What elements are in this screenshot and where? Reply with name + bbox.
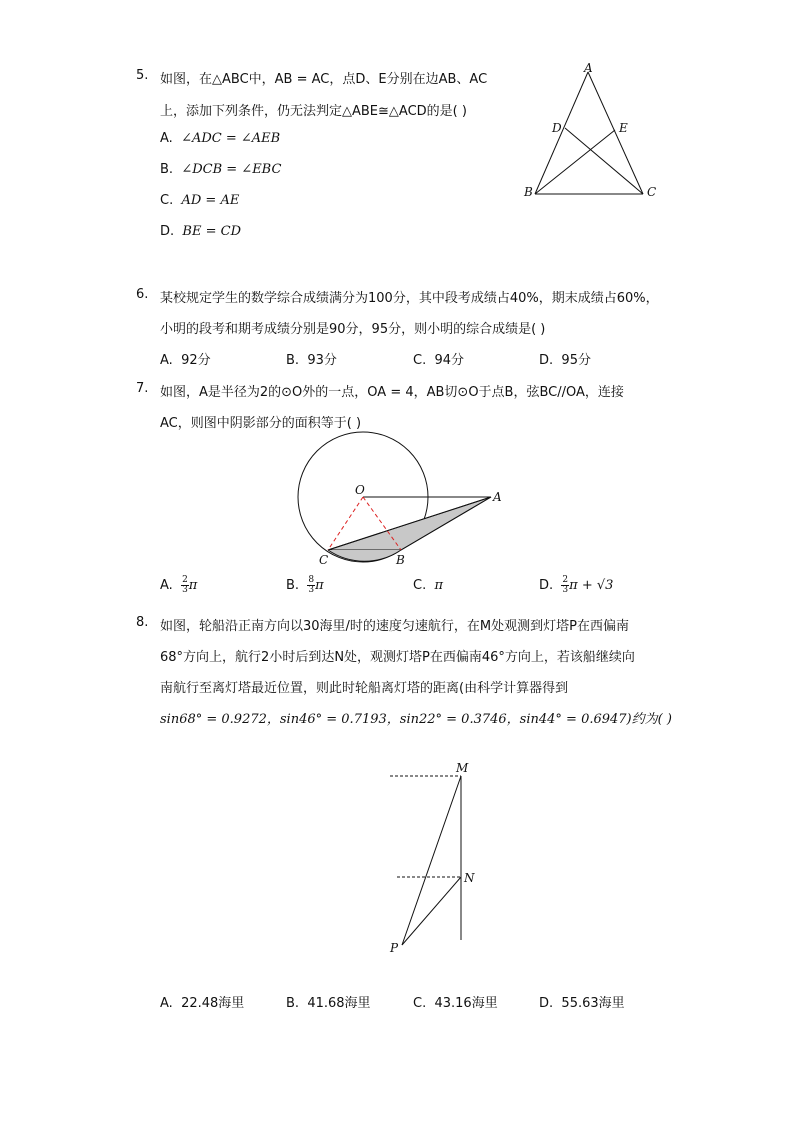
option-d[interactable]: D. BE = CD [160, 224, 241, 239]
question-stem-line: AC，则图中阴影部分的面积等于( ) [160, 416, 362, 431]
option-a[interactable]: A. 22.48海里 [160, 996, 245, 1011]
question-number: 6. [136, 287, 149, 302]
label-b: B [396, 553, 405, 567]
label-b: B [524, 185, 533, 199]
question-number: 7. [136, 381, 149, 396]
segment-np [402, 877, 461, 945]
label-c: C [319, 553, 329, 567]
option-c[interactable]: C. AD = AE [160, 193, 240, 208]
label-o: O [355, 483, 365, 497]
question-stem-line: 如图，A是半径为2的⊙O外的一点，OA = 4，AB切⊙O于点B，弦BC//OA，连接 [160, 385, 624, 400]
option-c[interactable]: C. 43.16海里 [413, 996, 498, 1011]
label-e: E [619, 121, 628, 135]
option-a[interactable]: A. 92分 [160, 353, 211, 368]
question-number: 8. [136, 615, 149, 630]
option-c[interactable]: C. 94分 [413, 353, 465, 368]
question-stem-line: 如图，轮船沿正南方向以30海里/时的速度匀速航行，在M处观测到灯塔P在西偏南 [160, 619, 629, 634]
label-c: C [647, 185, 657, 199]
question-stem-line: sin68° = 0.9272，sin46° = 0.7193，sin22° = 0.3746，sin44° = 0.6947)约为( ) [160, 712, 672, 727]
question-stem-line: 如图，在△ABC中，AB = AC，点D、E分别在边AB、AC [160, 72, 488, 87]
question-stem-line: 上，添加下列条件，仍无法判定△ABE≅△ACD的是( ) [160, 104, 467, 119]
navigation-figure [385, 758, 485, 958]
option-a[interactable]: A. ∠ADC = ∠AEB [160, 131, 281, 146]
option-d[interactable]: D. 95分 [539, 353, 591, 368]
option-a[interactable]: A. $\frac{2}{3}$ π [160, 575, 198, 595]
label-a: A [493, 490, 502, 504]
option-b[interactable]: B. $\frac{8}{3}$ π [286, 575, 324, 595]
option-d[interactable]: D. 55.63海里 [539, 996, 625, 1011]
option-d[interactable]: D. $\frac{2}{3}$ π + √3 [539, 575, 614, 595]
label-p: P [390, 941, 399, 955]
label-a: A [584, 61, 593, 75]
circle-figure [285, 428, 515, 570]
question-stem-line: 68°方向上，航行2小时后到达N处，观测灯塔P在西偏南46°方向上，若该船继续向 [160, 650, 635, 665]
segment-mp [402, 776, 461, 945]
option-b[interactable]: B. ∠DCB = ∠EBC [160, 162, 282, 177]
option-b[interactable]: B. 93分 [286, 353, 337, 368]
option-c[interactable]: C. π [413, 578, 444, 593]
label-n: N [464, 871, 475, 885]
segment-ac [588, 72, 643, 194]
segment-eb [535, 130, 615, 194]
triangle-figure [515, 58, 665, 206]
question-stem-line: 某校规定学生的数学综合成绩满分为100分，其中段考成绩占40%，期末成绩占60%， [160, 291, 659, 306]
question-number: 5. [136, 68, 149, 83]
question-stem-line: 南航行至离灯塔最近位置，则此时轮船离灯塔的距离(由科学计算器得到 [160, 681, 569, 696]
label-m: M [456, 761, 469, 775]
option-b[interactable]: B. 41.68海里 [286, 996, 371, 1011]
label-d: D [552, 121, 562, 135]
question-stem-line: 小明的段考和期考成绩分别是90分，95分，则小明的综合成绩是( ) [160, 322, 546, 337]
shaded-arc [328, 550, 401, 561]
